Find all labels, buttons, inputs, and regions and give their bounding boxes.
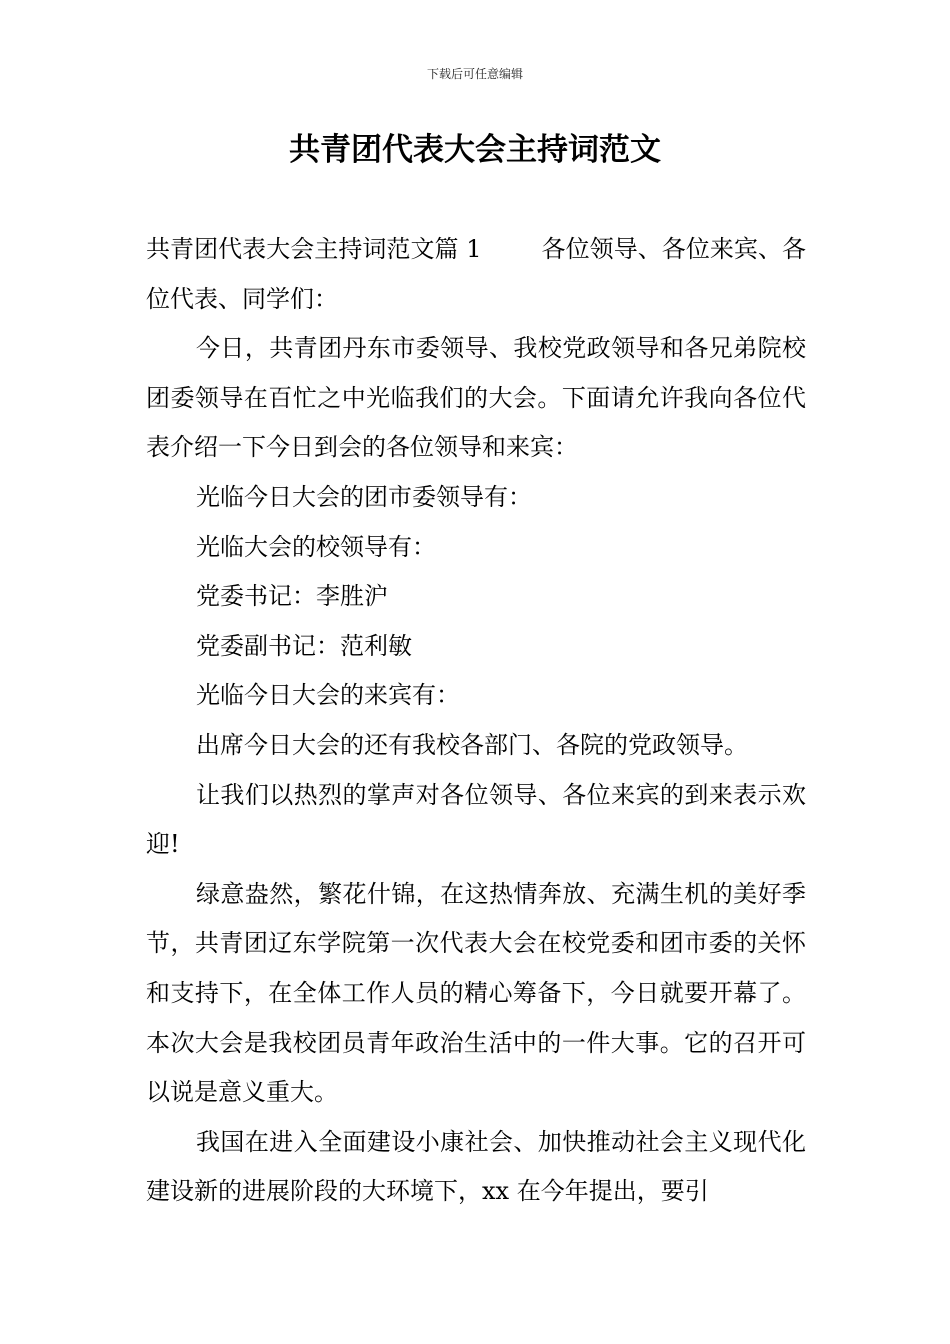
paragraph: 今日，共青团丹东市委领导、我校党政领导和各兄弟院校团委领导在百忙之中光临我们的大会。下面请允许我向各位代表介绍一下今日到会的各位领导和来宾：	[146, 334, 806, 462]
document-body	[146, 225, 806, 1217]
salutation: 各位领导、各位来宾、各位代表、同学们：	[146, 235, 806, 313]
paragraph: 绿意盎然，繁花什锦，在这热情奔放、充满生机的美好季节，共青团辽东学院第一次代表大会在校党委和团市委的关怀和支持下，在全体工作人员的精心筹备下，今日就要开幕了。 本次大会是我校团员青年政治生活中的一件大事。它的召开可以说是意义重大。	[146, 879, 806, 1107]
paragraph: 光临大会的校领导有：	[196, 532, 436, 561]
header-note: 下载后可任意编辑	[426, 67, 523, 81]
lead-paragraph	[146, 225, 806, 324]
section-heading: 共青团代表大会主持词范文篇 1	[146, 235, 482, 263]
paragraph: 让我们以热烈的掌声对各位领导、各位来宾的到来表示欢迎!	[146, 780, 806, 859]
paragraph: 光临今日大会的团市委领导有：	[196, 482, 532, 511]
paragraph: 党委书记：李胜沪	[196, 582, 388, 611]
paragraph: 光临今日大会的来宾有：	[196, 681, 460, 710]
document-title: 共青团代表大会主持词范文	[289, 132, 661, 168]
paragraph: 党委副书记：范利敏	[196, 631, 412, 660]
paragraph: 我国在进入全面建设小康社会、加快推动社会主义现代化建设新的进展阶段的大环境下，xx 在今年提出，要引	[146, 1127, 806, 1206]
paragraph: 出席今日大会的还有我校各部门、各院的党政领导。	[196, 730, 748, 759]
